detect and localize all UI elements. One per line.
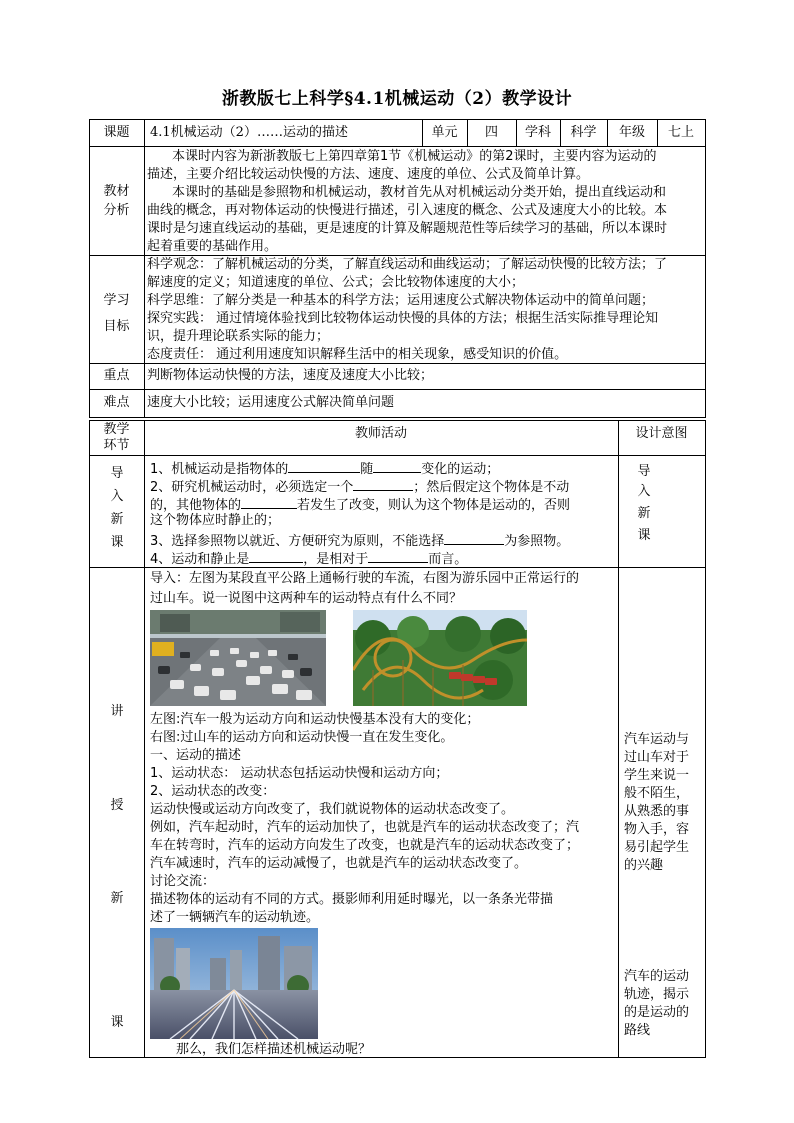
subject-value: 科学 [570,125,597,140]
lecture-line-8: 车在转弯时，汽车的运动方向发生了改变，也就是汽车的运动状态改变了； [150,838,580,853]
material-line-6: 起着重要的基础作用。 [147,239,278,254]
difficulties-text: 速度大小比较；运用速度公式解决简单问题 [147,395,395,410]
design-intent-header: 设计意图 [635,426,688,441]
key-points-text: 判断物体运动快慢的方法，速度及速度大小比较； [147,368,434,383]
lecture-stage-4: 课 [110,1015,124,1030]
difficulties-label: 难点 [103,395,130,410]
grade-value: 七上 [667,125,694,140]
stage-header-2: 环节 [103,438,130,453]
goals-label-1: 学习 [103,293,130,308]
intro-intent-2: 入 [637,484,651,499]
goals-line-6: 态度责任： 通过利用速度知识解释生活中的相关现象，感受知识的价值。 [147,347,568,362]
material-label-2: 分析 [103,203,130,218]
unit-value: 四 [484,125,498,140]
material-line-5: 课时是匀速直线运动的基础，更是速度的计算及解题规范性等后续学习的基础，所以本课时 [147,221,668,236]
lecture-line-4: 1、运动状态： 运动状态包括运动快慢和运动方向； [150,766,449,781]
material-line-2: 描述，主要介绍比较运动快慢的方法、速度、速度的单位、公式及简单计算。 [147,167,590,182]
intro-intent-1: 导 [637,464,651,479]
subject-label: 学科 [524,125,551,140]
goals-line-3: 科学思维：了解分类是一种基本的科学方法；运用速度公式解决物体运动中的简单问题； [147,293,655,308]
lecture-line-9: 汽车减速时，汽车的运动减慢了，也就是汽车的运动状态改变了。 [150,856,528,871]
lecture-line-2: 右图:过山车的运动方向和运动快慢一直在发生变化。 [150,730,454,745]
intro-line-5: 3、选择参照物以就近、方便研究为原则，不能选择 为参照物。 [150,530,569,551]
lecture-intro-line-1: 导入：左图为某段直平公路上通畅行驶的车流，右图为游乐园中正常运行的 [150,571,580,586]
roller-coaster-photo [353,610,527,706]
course-value: 4.1机械运动（2）……运动的描述 [150,125,348,140]
intro-intent-4: 课 [637,528,651,543]
intro-stage-1: 导 [110,466,124,481]
material-line-1: 本课时内容为新浙教版七上第四章第1节《机械运动》的第2课时，主要内容为运动的 [172,149,657,164]
goals-line-2: 解速度的定义；知道速度的单位、公式；会比较物体速度的大小； [147,275,525,290]
lecture-intro-line-2: 过山车。说一说图中这两种车的运动特点有什么不同？ [150,591,463,606]
intro-stage-4: 课 [110,535,124,550]
lecture-stage-2: 授 [110,798,124,813]
course-label: 课题 [103,125,130,140]
teacher-activity-header: 教师活动 [354,426,407,441]
goals-line-1: 科学观念：了解机械运动的分类，了解直线运动和曲线运动；了解运动快慢的比较方法；了 [147,257,668,272]
stage-header-1: 教学 [103,422,130,437]
intro-stage-2: 入 [110,489,124,504]
lecture-line-6: 运动快慢或运动方向改变了，我们就说物体的运动状态改变了。 [150,802,515,817]
lecture-line-3: 一、运动的描述 [150,748,242,763]
unit-label: 单元 [431,125,458,140]
lecture-line-10: 讨论交流： [150,874,216,889]
intro-line-2: 2、研究机械运动时，必须选定一个 ；然后假定这个物体是不动 [150,476,569,497]
intro-line-1: 1、机械运动是指物体的 随 变化的运动； [150,458,499,479]
material-line-3: 本课时的基础是参照物和机械运动，教材首先从对机械运动分类开始，提出直线运动和 [172,185,667,200]
intro-line-6: 4、运动和静止是 ，是相对于 而言。 [150,548,467,569]
lecture-line-7: 例如，汽车起动时，汽车的运动加快了，也就是汽车的运动状态改变了；汽 [150,820,580,835]
grade-label: 年级 [618,125,645,140]
material-line-4: 曲线的概念，再对物体运动的快慢进行描述，引入速度的概念、公式及速度大小的比较。本 [147,203,668,218]
intro-line-4: 这个物体应时静止的； [150,513,281,528]
traffic-photo [150,610,326,706]
goals-line-5: 识，提升理论联系实际的能力； [147,329,330,344]
document-title: 浙教版七上科学§4.1机械运动（2）教学设计 [221,89,573,109]
lecture-stage-1: 讲 [110,704,124,719]
lecture-stage-3: 新 [110,891,124,906]
light-trails-photo [150,928,318,1039]
lecture-line-5: 2、运动状态的改变： [150,784,276,799]
goals-label-2: 目标 [103,319,130,334]
lecture-line-12: 述了一辆辆汽车的运动轨迹。 [150,910,320,925]
intro-intent-3: 新 [637,506,651,521]
goals-line-4: 探究实践： 通过情境体验找到比较物体运动快慢的具体的方法；根据生活实际推导理论知 [147,311,659,326]
lecture-line-11: 描述物体的运动有不同的方式。摄影师利用延时曝光，以一条条光带描 [150,892,554,907]
key-points-label: 重点 [103,368,130,383]
intro-stage-3: 新 [110,512,124,527]
lecture-line-1: 左图:汽车一般为运动方向和运动快慢基本没有大的变化； [150,712,480,727]
lecture-closing: 那么，我们怎样描述机械运动呢？ [176,1042,372,1057]
intro-line-3: 的，其他物体的 若发生了改变，则认为这个物体是运动的，否则 [150,494,570,515]
material-label-1: 教材 [103,184,130,199]
